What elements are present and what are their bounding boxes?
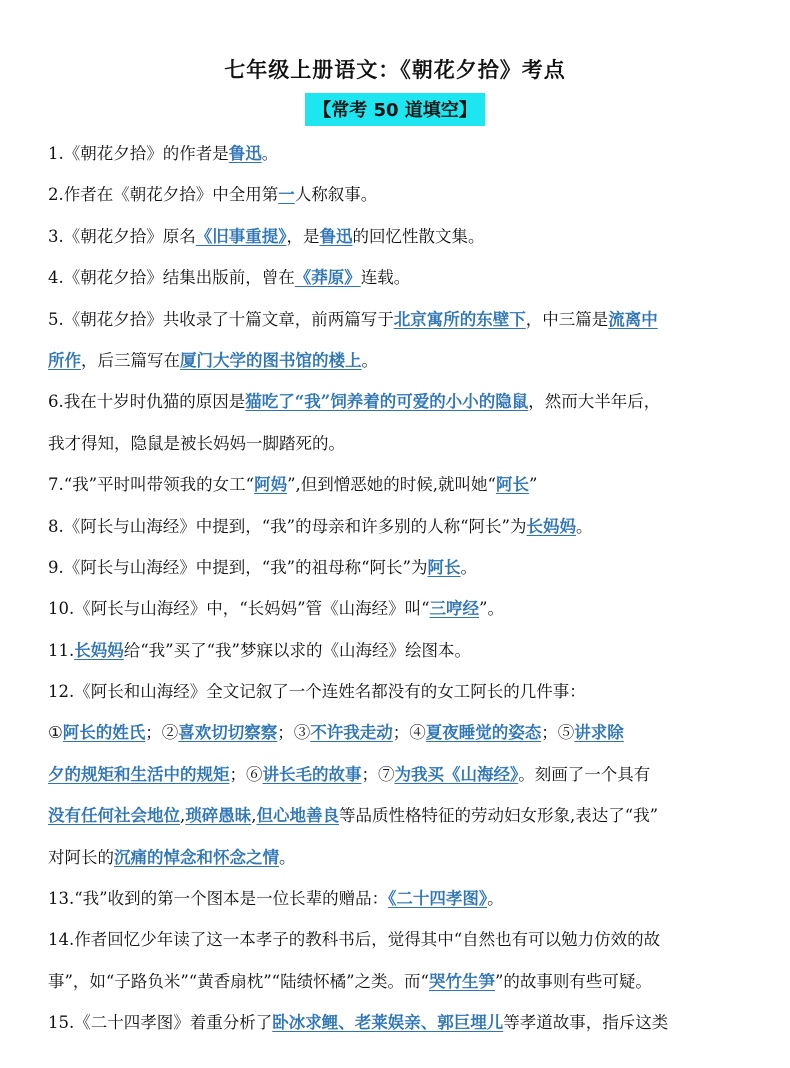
question-text: 6.我在十岁时仇猫的原因是 — [48, 392, 246, 412]
question-text: 11. — [48, 640, 75, 660]
question-text: 连载。 — [360, 268, 411, 288]
question-line — [48, 471, 748, 512]
question-text: 等孝道故事，指斥这类 — [503, 1013, 669, 1033]
answer-blank: 《莽原》 — [294, 268, 361, 288]
question-text: ；⑤ — [541, 723, 575, 743]
question-text: 7.“我”平时叫带领我的女工“ — [48, 475, 255, 495]
question-line — [48, 678, 748, 719]
answer-blank: 阿妈 — [254, 475, 288, 495]
question-text: 的回忆性散文集。 — [352, 226, 485, 246]
question-line — [48, 554, 748, 595]
question-text: 10.《阿长与山海经》中，“长妈妈”管《山海经》叫“ — [48, 599, 430, 619]
answer-blank: 北京寓所的东壁下 — [393, 309, 526, 329]
question-text: 。 — [279, 847, 296, 867]
question-text: , — [180, 806, 186, 826]
question-text: 9.《阿长与山海经》中提到，“我”的祖母称“阿长”为 — [48, 557, 428, 577]
answer-blank: 《二十四孝图》 — [388, 889, 488, 909]
question-text: ”。 — [479, 599, 504, 619]
answer-blank: 《旧事重提》 — [195, 226, 287, 246]
answer-blank: 为我买《山海经》 — [394, 764, 519, 784]
question-list — [48, 140, 748, 1051]
answer-blank: 阿长的姓氏 — [62, 723, 146, 743]
question-line — [48, 181, 748, 222]
question-line — [48, 637, 748, 678]
question-text: ”的故事则有些可疑。 — [494, 971, 652, 991]
answer-blank: 流离中 — [608, 309, 658, 329]
question-line — [48, 926, 748, 967]
question-text: ；⑦ — [361, 764, 395, 784]
question-line — [48, 885, 748, 926]
question-text: , — [251, 806, 257, 826]
answer-blank: 一 — [278, 185, 295, 205]
question-line — [48, 595, 748, 636]
question-line — [48, 968, 748, 1009]
answer-blank: 阿长 — [495, 475, 529, 495]
question-text: ；④ — [392, 723, 426, 743]
question-text: 我才得知，隐鼠是被长妈妈一脚踏死的。 — [48, 433, 345, 453]
answer-blank: 但心地善良 — [256, 806, 339, 826]
question-line — [48, 513, 748, 554]
question-text: 5.《朝花夕拾》共收录了十篇文章，前两篇写于 — [48, 309, 394, 329]
answer-blank: 没有任何社会地位 — [48, 806, 180, 826]
question-line — [48, 347, 748, 388]
answer-blank: 讲求除 — [574, 723, 624, 743]
question-text: ；② — [145, 723, 179, 743]
question-text: ，中三篇是 — [525, 309, 609, 329]
question-line — [48, 761, 748, 802]
question-line — [48, 140, 748, 181]
question-text: 12.《阿长和山海经》全文记叙了一个连姓名都没有的女工阿长的几件事： — [48, 682, 586, 702]
question-text: 3.《朝花夕拾》原名 — [48, 226, 196, 246]
question-text: 对阿长的 — [48, 847, 114, 867]
answer-blank: 讲长毛的故事 — [262, 764, 362, 784]
question-text: ；③ — [277, 723, 311, 743]
answer-blank: 所作 — [48, 350, 81, 370]
question-text: 14.作者回忆少年读了这一本孝子的教科书后，觉得其中“自然也有可以勉力仿效的故 — [48, 930, 661, 950]
answer-blank: 长妈妈 — [526, 516, 576, 536]
question-line — [48, 388, 748, 429]
question-text: 4.《朝花夕拾》结集出版前，曾在 — [48, 268, 295, 288]
question-text: 。 — [575, 516, 593, 536]
question-text: ，后三篇写在 — [81, 350, 180, 370]
question-text: 。 — [460, 557, 477, 577]
question-text: 。 — [361, 350, 378, 370]
question-text: 1.《朝花夕拾》的作者是 — [48, 144, 229, 163]
answer-blank: 厦门大学的图书馆的楼上 — [180, 350, 362, 370]
answer-blank: 鲁迅 — [228, 144, 262, 163]
answer-blank: 夕的规矩和生活中的规矩 — [48, 764, 230, 784]
question-line — [48, 844, 748, 885]
answer-blank: 三哼经 — [429, 599, 480, 619]
answer-blank: 鲁迅 — [319, 226, 353, 246]
answer-blank: 哭竹生笋 — [428, 971, 495, 991]
subtitle: 【常考 50 道填空】 — [305, 93, 485, 126]
question-text: ” — [528, 475, 538, 495]
question-text: ，然而大半年后， — [528, 392, 661, 412]
question-text: 。 — [487, 889, 504, 909]
question-text: 。 — [261, 144, 279, 163]
answer-blank: 阿长 — [427, 557, 461, 577]
question-text: 15.《二十四孝图》着重分析了 — [48, 1013, 273, 1033]
question-text: 等品质性格特征的劳动妇女形象,表达了“我” — [339, 806, 659, 826]
question-line — [48, 719, 748, 760]
question-text: 13.“我”收到的第一个图本是一位长辈的赠品： — [48, 889, 389, 909]
question-text: 事”，如“子路负米”“黄香扇枕”“陆绩怀橘”之类。而“ — [48, 971, 429, 991]
question-line — [48, 306, 748, 347]
answer-blank: 猫吃了“我”饲养着的可爱的小小的隐鼠 — [245, 392, 529, 412]
question-line — [48, 264, 748, 305]
answer-blank: 卧冰求鲤、老莱娱亲、郭巨埋儿 — [272, 1013, 504, 1033]
answer-blank: 长妈妈 — [74, 640, 124, 660]
question-text: 8.《阿长与山海经》中提到，“我”的母亲和许多别的人称“阿长”为 — [48, 516, 527, 536]
answer-blank: 沉痛的悼念和怀念之情 — [114, 847, 279, 867]
question-text: ① — [48, 723, 63, 743]
question-text: ”,但到憎恶她的时候,就叫她“ — [287, 475, 496, 495]
question-line — [48, 223, 748, 264]
question-text: 人称叙事。 — [294, 185, 378, 205]
question-line — [48, 430, 748, 471]
question-text: ，是 — [286, 226, 320, 246]
question-text: ；⑥ — [229, 764, 263, 784]
answer-blank: 琐碎愚昧 — [185, 806, 252, 826]
answer-blank: 不许我走动 — [310, 723, 393, 743]
page-title: 七年级上册语文：《朝花夕拾》考点 — [224, 58, 566, 82]
answer-blank: 夏夜睡觉的姿态 — [425, 723, 542, 743]
question-line — [48, 1009, 748, 1050]
answer-blank: 喜欢切切察察 — [178, 723, 278, 743]
question-line — [48, 802, 748, 843]
question-text: 2.作者在《朝花夕拾》中全用第 — [48, 185, 279, 205]
question-text: 给“我”买了“我”梦寐以求的《山海经》绘图本。 — [123, 640, 471, 660]
question-text: 。刻画了一个具有 — [518, 764, 651, 784]
subtitle-banner — [0, 93, 790, 126]
